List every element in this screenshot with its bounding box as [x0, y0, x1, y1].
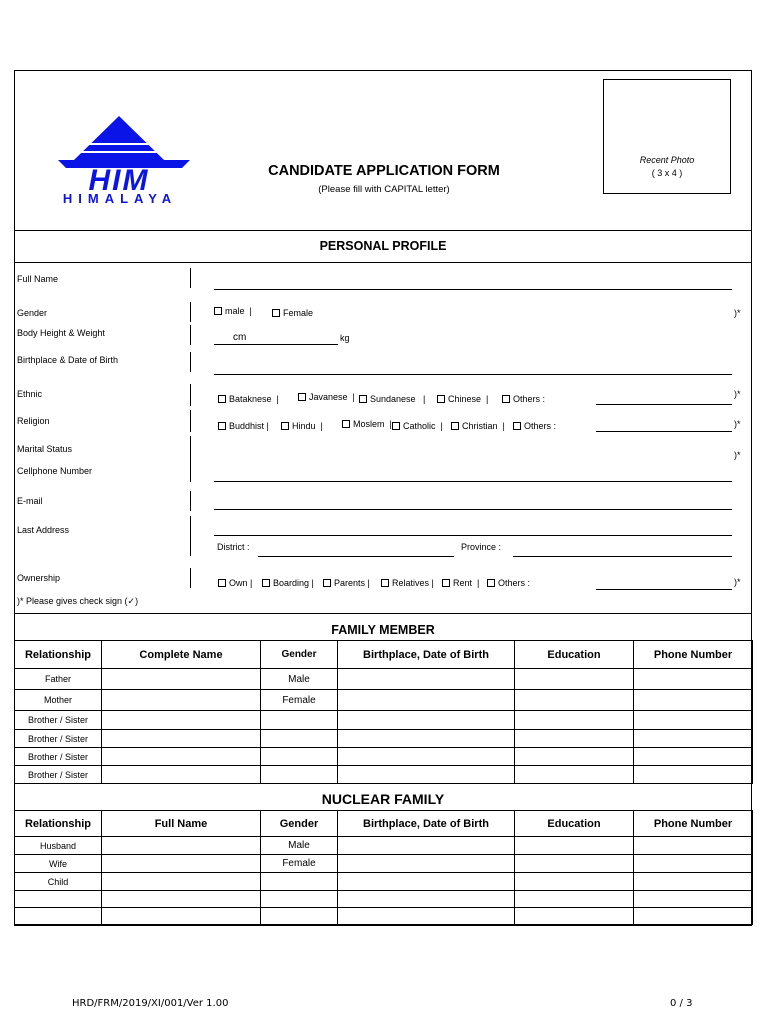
required-asterisk: )*	[734, 577, 741, 587]
ethnic-option-bataknese[interactable]: Bataknese |	[218, 394, 279, 404]
birth-cell[interactable]	[338, 748, 515, 766]
weight-unit: kg	[340, 333, 350, 343]
birth-cell[interactable]	[338, 837, 515, 855]
field-separator	[190, 568, 191, 588]
ownership-option-boarding[interactable]: Boarding |	[262, 578, 314, 588]
phone-cell[interactable]	[634, 690, 753, 711]
cellphone-label: Cellphone Number	[17, 466, 93, 476]
education-cell[interactable]	[515, 711, 634, 730]
ethnic-option-sundanese[interactable]: Sundanese |	[359, 394, 425, 404]
column-header: Relationship	[15, 811, 102, 837]
cellphone-field[interactable]	[214, 481, 732, 482]
gender-cell[interactable]	[261, 766, 338, 784]
name-cell[interactable]	[102, 711, 261, 730]
education-cell[interactable]	[515, 748, 634, 766]
table-header-row	[15, 641, 753, 669]
table-row	[15, 669, 753, 690]
table-row	[15, 855, 753, 873]
relationship-cell: Father	[15, 669, 102, 690]
table-row	[15, 837, 753, 855]
ownership-option-relatives[interactable]: Relatives |	[381, 578, 434, 588]
full-name-label: Full Name	[17, 274, 59, 284]
relationship-cell: Brother / Sister	[15, 748, 102, 766]
gender-option-female[interactable]: Female	[272, 308, 313, 318]
education-cell[interactable]	[515, 891, 634, 908]
table-row	[15, 891, 753, 908]
phone-cell[interactable]	[634, 891, 753, 908]
height-field[interactable]	[214, 344, 338, 345]
gender-cell: Female	[261, 855, 338, 873]
relationship-cell[interactable]	[15, 891, 102, 908]
ownership-option-rent[interactable]: Rent |	[442, 578, 479, 588]
name-cell[interactable]	[102, 891, 261, 908]
phone-cell[interactable]	[634, 730, 753, 748]
ethnic-option-chinese[interactable]: Chinese |	[437, 394, 488, 404]
full-name-field[interactable]	[214, 289, 732, 290]
field-separator	[190, 491, 191, 511]
ethnic-others-field[interactable]	[596, 404, 732, 405]
nuclear-family-title: NUCLEAR FAMILY	[321, 791, 445, 807]
check-note: )* Please gives check sign (✓)	[17, 596, 139, 606]
ownership-others-field[interactable]	[596, 589, 732, 590]
relationship-cell: Brother / Sister	[15, 711, 102, 730]
birth-cell[interactable]	[338, 766, 515, 784]
ownership-option-parents[interactable]: Parents |	[323, 578, 370, 588]
relationship-cell: Brother / Sister	[15, 730, 102, 748]
table-row	[15, 711, 753, 730]
phone-cell[interactable]	[634, 711, 753, 730]
field-separator	[190, 410, 191, 432]
phone-cell[interactable]	[634, 873, 753, 891]
field-separator	[190, 384, 191, 406]
field-separator	[190, 325, 191, 345]
table-row	[15, 873, 753, 891]
name-cell[interactable]	[102, 908, 261, 925]
gender-option-male[interactable]: male |	[214, 306, 257, 316]
religion-option-buddhist[interactable]: Buddhist |	[218, 421, 269, 431]
birth-cell[interactable]	[338, 908, 515, 925]
religion-option-hindu[interactable]: Hindu |	[281, 421, 323, 431]
table-row	[15, 908, 753, 925]
email-label: E-mail	[17, 496, 43, 506]
field-separator	[190, 268, 191, 288]
phone-cell[interactable]	[634, 748, 753, 766]
religion-option-others[interactable]: Others :	[513, 421, 556, 431]
gender-cell[interactable]	[261, 873, 338, 891]
divider	[14, 230, 752, 231]
birth-cell[interactable]	[338, 669, 515, 690]
name-cell[interactable]	[102, 855, 261, 873]
page-subtitle: (Please fill with CAPITAL letter)	[318, 184, 450, 195]
table-row	[15, 690, 753, 711]
required-asterisk: )*	[734, 450, 741, 460]
religion-option-catholic[interactable]: Catholic |	[392, 421, 443, 431]
ownership-option-own[interactable]: Own |	[218, 578, 252, 588]
column-header: Birthplace, Date of Birth	[338, 641, 515, 669]
checkbox-icon[interactable]	[272, 309, 280, 317]
field-separator	[190, 516, 191, 556]
column-header: Complete Name	[102, 641, 261, 669]
column-header: Relationship	[15, 641, 102, 669]
birth-cell[interactable]	[338, 855, 515, 873]
gender-cell[interactable]	[261, 908, 338, 925]
gender-cell[interactable]	[261, 730, 338, 748]
birth-cell[interactable]	[338, 690, 515, 711]
district-field[interactable]	[258, 556, 454, 557]
column-header: Full Name	[102, 811, 261, 837]
divider	[14, 613, 752, 614]
table-row	[15, 730, 753, 748]
address-field[interactable]	[214, 535, 732, 536]
gender-cell[interactable]	[261, 748, 338, 766]
photo-box[interactable]	[603, 79, 731, 194]
ownership-option-others[interactable]: Others :	[487, 578, 530, 588]
field-separator	[190, 352, 191, 372]
relationship-cell: Mother	[15, 690, 102, 711]
phone-cell[interactable]	[634, 908, 753, 925]
nuclear-family-table	[14, 810, 753, 925]
birth-cell[interactable]	[338, 711, 515, 730]
religion-label: Religion	[17, 416, 50, 426]
name-cell[interactable]	[102, 669, 261, 690]
form-code: HRD/FRM/2019/XI/001/Ver 1.00	[72, 998, 229, 1009]
education-cell[interactable]	[515, 855, 634, 873]
name-cell[interactable]	[102, 748, 261, 766]
birth-cell[interactable]	[338, 873, 515, 891]
province-label: Province :	[461, 542, 502, 552]
table-header-row	[15, 811, 753, 837]
phone-cell[interactable]	[634, 855, 753, 873]
gender-cell: Male	[261, 837, 338, 855]
gender-label: Gender	[17, 308, 48, 318]
gender-cell: Male	[261, 669, 338, 690]
relationship-cell: Wife	[15, 855, 102, 873]
name-cell[interactable]	[102, 837, 261, 855]
required-asterisk: )*	[734, 419, 741, 429]
marital-label: Marital Status	[17, 444, 73, 454]
photo-label: Recent Photo	[639, 155, 695, 165]
gender-cell[interactable]	[261, 711, 338, 730]
name-cell[interactable]	[102, 873, 261, 891]
column-header: Gender	[261, 641, 338, 669]
checkbox-icon[interactable]	[214, 307, 222, 315]
required-asterisk: )*	[734, 308, 741, 318]
column-header: Education	[515, 811, 634, 837]
name-cell[interactable]	[102, 766, 261, 784]
column-header: Phone Number	[634, 641, 753, 669]
religion-others-field[interactable]	[596, 431, 732, 432]
birth-cell[interactable]	[338, 730, 515, 748]
table-row	[15, 766, 753, 784]
relationship-cell: Child	[15, 873, 102, 891]
field-separator	[190, 436, 191, 482]
phone-cell[interactable]	[634, 669, 753, 690]
photo-size: ( 3 x 4 )	[651, 168, 683, 178]
family-member-table	[14, 640, 753, 784]
name-cell[interactable]	[102, 690, 261, 711]
personal-profile-title: PERSONAL PROFILE	[319, 239, 447, 253]
phone-cell[interactable]	[634, 766, 753, 784]
page-number: 0 / 3	[670, 998, 693, 1009]
divider	[14, 262, 752, 263]
ethnic-option-javanese[interactable]: Javanese |	[298, 392, 355, 402]
district-label: District :	[217, 542, 250, 552]
table-row	[15, 748, 753, 766]
ethnic-option-others[interactable]: Others :	[502, 394, 545, 404]
address-label: Last Address	[17, 525, 70, 535]
relationship-cell: Husband	[15, 837, 102, 855]
column-header: Education	[515, 641, 634, 669]
column-header: Gender	[261, 811, 338, 837]
email-field[interactable]	[214, 509, 732, 510]
relationship-cell[interactable]	[15, 908, 102, 925]
birth-label: Birthplace & Date of Birth	[17, 355, 119, 365]
svg-text:HIM: HIM	[88, 164, 150, 197]
required-asterisk: )*	[734, 389, 741, 399]
birth-cell[interactable]	[338, 891, 515, 908]
field-separator	[190, 302, 191, 322]
education-cell[interactable]	[515, 837, 634, 855]
gender-cell[interactable]	[261, 891, 338, 908]
religion-option-moslem[interactable]: Moslem |	[342, 419, 392, 429]
education-cell[interactable]	[515, 766, 634, 784]
phone-cell[interactable]	[634, 837, 753, 855]
logo-wordmark: HIMALAYA	[62, 191, 178, 206]
education-cell[interactable]	[515, 730, 634, 748]
education-cell[interactable]	[515, 908, 634, 925]
relationship-cell: Brother / Sister	[15, 766, 102, 784]
ownership-label: Ownership	[17, 573, 61, 583]
birth-field[interactable]	[214, 374, 732, 375]
family-member-title: FAMILY MEMBER	[331, 623, 435, 637]
name-cell[interactable]	[102, 730, 261, 748]
province-field[interactable]	[513, 556, 732, 557]
ethnic-label: Ethnic	[17, 389, 43, 399]
height-unit: cm	[233, 332, 247, 343]
religion-option-christian[interactable]: Christian |	[451, 421, 505, 431]
gender-cell: Female	[261, 690, 338, 711]
page-title: CANDIDATE APPLICATION FORM	[268, 163, 500, 179]
education-cell[interactable]	[515, 690, 634, 711]
education-cell[interactable]	[515, 873, 634, 891]
education-cell[interactable]	[515, 669, 634, 690]
body-label: Body Height & Weight	[17, 328, 105, 338]
column-header: Phone Number	[634, 811, 753, 837]
column-header: Birthplace, Date of Birth	[338, 811, 515, 837]
